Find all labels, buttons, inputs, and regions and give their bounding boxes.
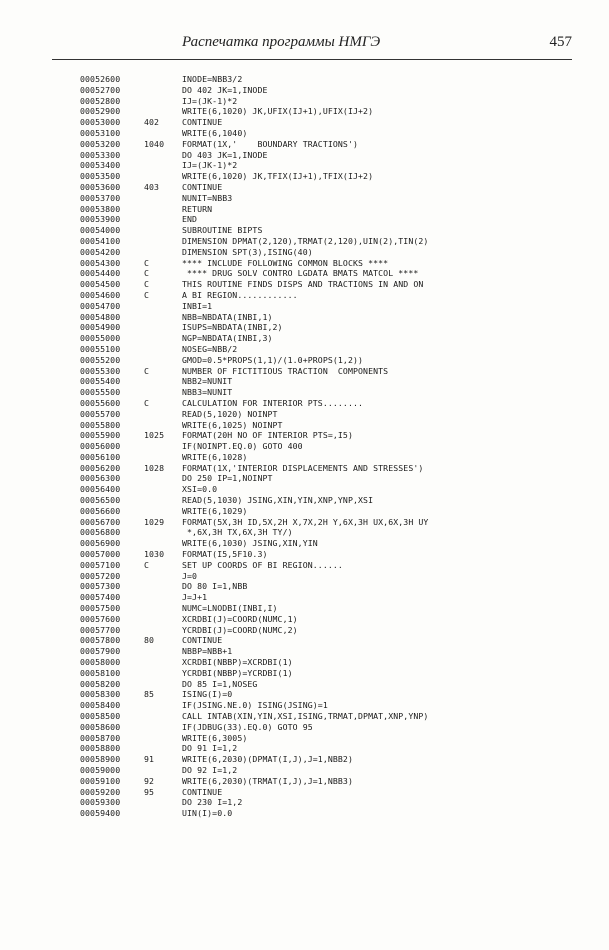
sequence-number: 00058700 [80, 732, 121, 743]
sequence-number: 00053200 [80, 138, 121, 149]
sequence-number: 00053600 [80, 181, 121, 192]
listing-line [80, 420, 580, 431]
sequence-number: 00059400 [80, 808, 121, 819]
listing-line [80, 139, 580, 150]
code-text: WRITE(6,1020) JK,UFIX(IJ+1),UFIX(IJ+2) [182, 106, 374, 117]
listing-line [80, 776, 580, 787]
listing-line [80, 646, 580, 657]
listing-line [80, 430, 580, 441]
code-text: ISING(I)=0 [182, 689, 233, 700]
statement-label: 403 [144, 181, 160, 192]
sequence-number: 00054600 [80, 289, 121, 300]
statement-label: 1029 [144, 516, 165, 527]
sequence-number: 00059200 [80, 786, 121, 797]
sequence-number: 00053800 [80, 203, 121, 214]
listing-line [80, 225, 580, 236]
listing-line [80, 538, 580, 549]
statement-label: C [144, 289, 150, 300]
sequence-number: 00057300 [80, 581, 121, 592]
code-text: NBB2=NUNIT [182, 376, 233, 387]
listing-line [80, 679, 580, 690]
listing-line [80, 171, 580, 182]
code-text: DO 91 I=1,2 [182, 743, 238, 754]
code-text: WRITE(6,1025) NOINPT [182, 419, 283, 430]
listing-line [80, 614, 580, 625]
listing-line [80, 333, 580, 344]
code-text: SET UP COORDS OF BI REGION...... [182, 559, 343, 570]
page-number: 457 [549, 34, 572, 50]
sequence-number: 00057100 [80, 559, 121, 570]
code-text: CONTINUE [182, 786, 223, 797]
code-text: FORMAT(I5,5F10.3) [182, 549, 268, 560]
code-text: IJ=(JK-1)*2 [182, 160, 238, 171]
listing-line [80, 258, 580, 269]
sequence-number: 00057700 [80, 624, 121, 635]
sequence-number: 00056900 [80, 538, 121, 549]
code-text: DIMENSION DPMAT(2,120),TRMAT(2,120),UIN(2),TIN(2) [182, 235, 429, 246]
sequence-number: 00053700 [80, 192, 121, 203]
code-text: NBB=NBDATA(INBI,1) [182, 311, 273, 322]
code-text: NOSEG=NBB/2 [182, 343, 238, 354]
listing-line [80, 635, 580, 646]
code-text: NUMC=LNODBI(INBI,I) [182, 603, 278, 614]
statement-label: 95 [144, 786, 155, 797]
listing-line [80, 787, 580, 798]
code-text: A BI REGION............ [182, 289, 298, 300]
statement-label: 85 [144, 689, 155, 700]
listing-line [80, 452, 580, 463]
code-text: INBI=1 [182, 300, 213, 311]
sequence-number: 00057600 [80, 613, 121, 624]
sequence-number: 00058100 [80, 667, 121, 678]
listing-line [80, 463, 580, 474]
sequence-number: 00057400 [80, 592, 121, 603]
listing-line [80, 657, 580, 668]
listing-line [80, 322, 580, 333]
sequence-number: 00053300 [80, 149, 121, 160]
listing-line [80, 560, 580, 571]
listing-line [80, 85, 580, 96]
sequence-number: 00054500 [80, 279, 121, 290]
sequence-number: 00055000 [80, 333, 121, 344]
listing-line [80, 204, 580, 215]
sequence-number: 00056800 [80, 527, 121, 538]
listing-line [80, 247, 580, 258]
sequence-number: 00058200 [80, 678, 121, 689]
listing-line [80, 733, 580, 744]
code-text: GMOD=0.5*PROPS(1,1)/(1.0+PROPS(1,2)) [182, 354, 364, 365]
code-text: CONTINUE [182, 635, 223, 646]
sequence-number: 00054100 [80, 235, 121, 246]
sequence-number: 00055800 [80, 419, 121, 430]
page-header [52, 34, 572, 56]
code-text: WRITE(6,1028) [182, 451, 248, 462]
statement-label: 1028 [144, 462, 165, 473]
sequence-number: 00053500 [80, 171, 121, 182]
listing-line [80, 366, 580, 377]
code-text: NUNIT=NBB3 [182, 192, 233, 203]
code-text: *,6X,3H TX,6X,3H TY/) [182, 527, 293, 538]
code-text: CONTINUE [182, 181, 223, 192]
code-text: WRITE(6,1040) [182, 127, 248, 138]
statement-label: C [144, 268, 150, 279]
listing-line [80, 344, 580, 355]
statement-label: 1040 [144, 138, 165, 149]
code-text: DO 92 I=1,2 [182, 765, 238, 775]
listing-line [80, 398, 580, 409]
listing-line [80, 193, 580, 204]
listing-line [80, 441, 580, 452]
statement-label: C [144, 559, 150, 570]
sequence-number: 00053900 [80, 214, 121, 225]
sequence-number: 00055700 [80, 408, 121, 419]
listing-line [80, 722, 580, 733]
sequence-number: 00056200 [80, 462, 121, 473]
code-text: DO 85 I=1,NOSEG [182, 678, 258, 689]
sequence-number: 00058800 [80, 743, 121, 754]
sequence-number: 00055300 [80, 365, 121, 376]
sequence-number: 00058900 [80, 754, 121, 765]
code-text: XSI=0.0 [182, 484, 218, 495]
code-text: READ(5,1020) NOINPT [182, 408, 278, 419]
code-text: RETURN [182, 203, 213, 214]
code-text: FORMAT(1X,'INTERIOR DISPLACEMENTS AND STRESSES') [182, 462, 424, 473]
sequence-number: 00058400 [80, 700, 121, 711]
listing-line [80, 355, 580, 366]
listing-line [80, 214, 580, 225]
code-text: WRITE(6,1030) JSING,XIN,YIN [182, 538, 318, 549]
sequence-number: 00054400 [80, 268, 121, 279]
listing-line [80, 592, 580, 603]
listing-line [80, 689, 580, 700]
statement-label: 80 [144, 635, 155, 646]
sequence-number: 00059000 [80, 765, 121, 775]
sequence-number: 00055900 [80, 430, 121, 441]
code-text: WRITE(6,2030)(DPMAT(I,J),J=1,NBB2) [182, 754, 353, 765]
code-text: WRITE(6,3005) [182, 732, 248, 743]
listing-line [80, 797, 580, 808]
statement-label: 402 [144, 117, 160, 128]
listing-line [80, 117, 580, 128]
code-text: READ(5,1030) JSING,XIN,YIN,XNP,YNP,XSI [182, 495, 374, 506]
listing-line [80, 765, 580, 776]
statement-label: 92 [144, 775, 155, 786]
code-text: YCRDBI(NBBP)=YCRDBI(1) [182, 667, 293, 678]
statement-label: C [144, 397, 150, 408]
code-text: YCRDBI(J)=COORD(NUMC,2) [182, 624, 298, 635]
sequence-number: 00055500 [80, 387, 121, 398]
statement-label: C [144, 279, 150, 290]
code-text: DO 402 JK=1,INODE [182, 84, 268, 95]
sequence-number: 00058600 [80, 721, 121, 732]
listing-line [80, 150, 580, 161]
sequence-number: 00057200 [80, 570, 121, 581]
sequence-number: 00055600 [80, 397, 121, 408]
code-text: WRITE(6,1020) JK,TFIX(IJ+1),TFIX(IJ+2) [182, 171, 374, 182]
listing-line [80, 808, 580, 819]
code-text: XCRDBI(NBBP)=XCRDBI(1) [182, 657, 293, 668]
listing-line [80, 603, 580, 614]
sequence-number: 00054000 [80, 225, 121, 236]
code-text: INODE=NBB3/2 [182, 74, 243, 84]
listing-line [80, 484, 580, 495]
statement-label: 91 [144, 754, 155, 765]
code-text: CONTINUE [182, 117, 223, 128]
sequence-number: 00057000 [80, 549, 121, 560]
sequence-number: 00057900 [80, 646, 121, 657]
code-text: DO 230 I=1,2 [182, 797, 243, 808]
listing-line [80, 236, 580, 247]
code-text: FORMAT(5X,3H ID,5X,2H X,7X,2H Y,6X,3H UX,6X,3H UY [182, 516, 429, 527]
sequence-number: 00056400 [80, 484, 121, 495]
code-text: NBBP=NBB+1 [182, 646, 233, 657]
listing-line [80, 182, 580, 193]
listing-line [80, 268, 580, 279]
listing-line [80, 290, 580, 301]
listing-line [80, 668, 580, 679]
statement-label: C [144, 257, 150, 268]
sequence-number: 00056500 [80, 495, 121, 506]
listing-line [80, 128, 580, 139]
code-text: XCRDBI(J)=COORD(NUMC,1) [182, 613, 298, 624]
listing-line [80, 549, 580, 560]
listing-line [80, 376, 580, 387]
code-text: UIN(I)=0.0 [182, 808, 233, 819]
code-text: DO 80 I=1,NBB [182, 581, 248, 592]
sequence-number: 00054300 [80, 257, 121, 268]
code-text: IF(JDBUG(33).EQ.0) GOTO 95 [182, 721, 313, 732]
listing-line [80, 96, 580, 107]
code-text: DO 403 JK=1,INODE [182, 149, 268, 160]
program-listing [80, 74, 580, 819]
listing-line [80, 743, 580, 754]
listing-line [80, 473, 580, 484]
sequence-number: 00056700 [80, 516, 121, 527]
listing-line [80, 387, 580, 398]
sequence-number: 00052900 [80, 106, 121, 117]
sequence-number: 00054900 [80, 322, 121, 333]
listing-line [80, 571, 580, 582]
statement-label: C [144, 365, 150, 376]
running-title: Распечатка программы НМГЭ [182, 34, 381, 50]
sequence-number: 00056600 [80, 505, 121, 516]
sequence-number: 00058000 [80, 657, 121, 668]
sequence-number: 00054700 [80, 300, 121, 311]
code-text: IF(JSING.NE.0) ISING(JSING)=1 [182, 700, 328, 711]
listing-line [80, 74, 580, 85]
code-text: CALL INTAB(XIN,YIN,XSI,ISING,TRMAT,DPMAT,XNP,YNP) [182, 711, 429, 722]
code-text: IF(NOINPT.EQ.0) GOTO 400 [182, 441, 303, 452]
listing-line [80, 527, 580, 538]
code-text: WRITE(6,2030)(TRMAT(I,J),J=1,NBB3) [182, 775, 353, 786]
sequence-number: 00056300 [80, 473, 121, 484]
sequence-number: 00052700 [80, 84, 121, 95]
code-text: ISUPS=NBDATA(INBI,2) [182, 322, 283, 333]
code-text: **** DRUG SOLV CONTRO LGDATA BMATS MATCOL **** [182, 268, 419, 279]
code-text: FORMAT(20H NO OF INTERIOR PTS=,I5) [182, 430, 353, 441]
code-text: CALCULATION FOR INTERIOR PTS........ [182, 397, 364, 408]
listing-line [80, 711, 580, 722]
code-text: WRITE(6,1029) [182, 505, 248, 516]
code-text: J=0 [182, 570, 198, 581]
code-text: **** INCLUDE FOLLOWING COMMON BLOCKS **** [182, 257, 389, 268]
listing-line [80, 581, 580, 592]
code-text: NUMBER OF FICTITIOUS TRACTION COMPONENTS [182, 365, 389, 376]
sequence-number: 00058300 [80, 689, 121, 700]
listing-line [80, 754, 580, 765]
listing-line [80, 160, 580, 171]
sequence-number: 00055400 [80, 376, 121, 387]
listing-line [80, 409, 580, 420]
statement-label: 1025 [144, 430, 165, 441]
listing-line [80, 506, 580, 517]
code-text: FORMAT(1X,' BOUNDARY TRACTIONS') [182, 138, 359, 149]
sequence-number: 00057800 [80, 635, 121, 646]
listing-line [80, 517, 580, 528]
listing-line [80, 625, 580, 636]
sequence-number: 00054800 [80, 311, 121, 322]
sequence-number: 00059300 [80, 797, 121, 808]
sequence-number: 00053100 [80, 127, 121, 138]
sequence-number: 00056100 [80, 451, 121, 462]
sequence-number: 00059100 [80, 775, 121, 786]
listing-line [80, 312, 580, 323]
sequence-number: 00053400 [80, 160, 121, 171]
listing-line [80, 279, 580, 290]
listing-line [80, 106, 580, 117]
sequence-number: 00058500 [80, 711, 121, 722]
listing-line [80, 301, 580, 312]
listing-line [80, 700, 580, 711]
sequence-number: 00052600 [80, 74, 121, 84]
code-text: SUBROUTINE BIPTS [182, 225, 263, 236]
sequence-number: 00055100 [80, 343, 121, 354]
code-text: DO 250 IP=1,NOINPT [182, 473, 273, 484]
code-text: NGP=NBDATA(INBI,3) [182, 333, 273, 344]
sequence-number: 00055200 [80, 354, 121, 365]
sequence-number: 00053000 [80, 117, 121, 128]
header-rule [52, 59, 572, 60]
sequence-number: 00057500 [80, 603, 121, 614]
code-text: DIMENSION SPT(3),ISING(40) [182, 246, 313, 257]
code-text: THIS ROUTINE FINDS DISPS AND TRACTIONS IN AND ON [182, 279, 424, 290]
sequence-number: 00056000 [80, 441, 121, 452]
code-text: END [182, 214, 198, 225]
code-text: NBB3=NUNIT [182, 387, 233, 398]
code-text: IJ=(JK-1)*2 [182, 95, 238, 106]
code-text: J=J+1 [182, 592, 208, 603]
sequence-number: 00054200 [80, 246, 121, 257]
listing-line [80, 495, 580, 506]
statement-label: 1030 [144, 549, 165, 560]
sequence-number: 00052800 [80, 95, 121, 106]
